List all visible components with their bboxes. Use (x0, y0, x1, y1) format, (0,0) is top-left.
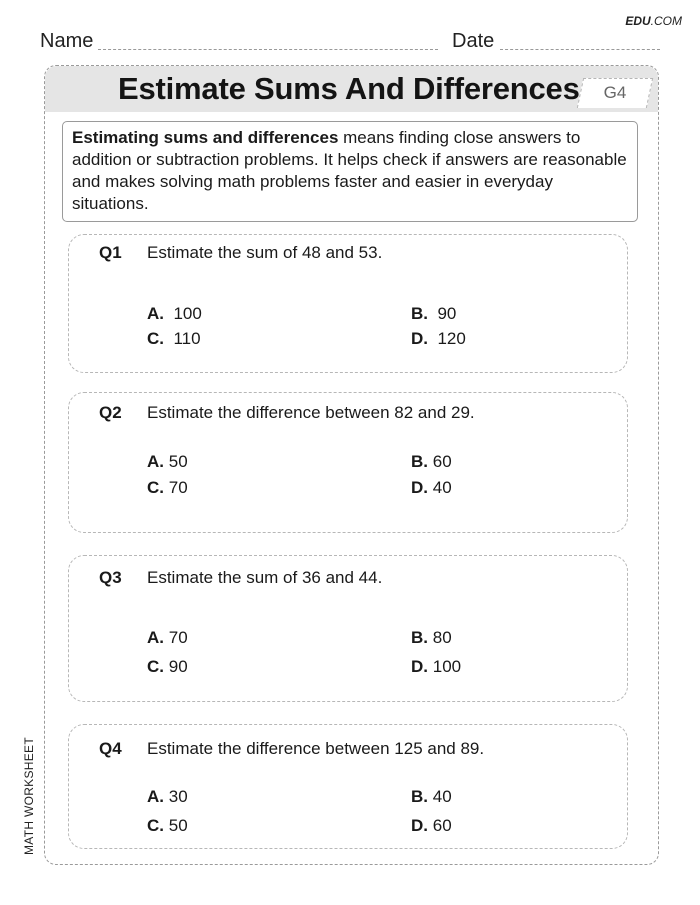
option-b[interactable]: B. 60 (411, 452, 452, 471)
option-d[interactable]: D. 40 (411, 478, 452, 497)
date-line (500, 49, 660, 50)
option-d[interactable]: D. 100 (411, 657, 462, 676)
worksheet-frame (44, 65, 659, 865)
question-card-2 (68, 392, 628, 533)
option-c[interactable]: C. 90 (147, 657, 188, 676)
brand-logo-bold: EDU (625, 14, 651, 28)
page-title: Estimate Sums And Differences (118, 71, 580, 106)
side-label: MATH WORKSHEET (22, 737, 36, 855)
name-line (98, 49, 438, 50)
question-card-4 (68, 724, 628, 849)
option-b[interactable]: B. 90 (411, 304, 457, 323)
question-number: Q1 (99, 243, 122, 262)
option-b[interactable]: B. 40 (411, 787, 452, 806)
question-card-3 (68, 555, 628, 702)
brand-logo-suffix: .COM (650, 14, 682, 28)
option-a[interactable]: A. 50 (147, 452, 188, 471)
option-c[interactable]: C. 70 (147, 478, 188, 497)
title-bar (45, 66, 658, 112)
brand-logo (625, 14, 682, 28)
date-label: Date (452, 30, 495, 52)
option-a[interactable]: A. 100 (147, 304, 202, 323)
option-d[interactable]: D. 120 (411, 329, 466, 348)
intro-bold: Estimating sums and differences (72, 128, 339, 147)
option-a[interactable]: A. 30 (147, 787, 188, 806)
option-b[interactable]: B. 80 (411, 628, 452, 647)
question-text: Estimate the sum of 48 and 53. (147, 243, 383, 262)
grade-tab (577, 78, 653, 108)
grade-label: G4 (603, 83, 627, 102)
intro-box (62, 121, 638, 222)
name-date-row (40, 30, 660, 54)
question-number: Q3 (99, 568, 122, 587)
question-card-1 (68, 234, 628, 373)
question-number: Q4 (99, 739, 122, 758)
option-d[interactable]: D. 60 (411, 816, 452, 835)
option-c[interactable]: C. 50 (147, 816, 188, 835)
question-number: Q2 (99, 403, 122, 422)
question-text: Estimate the sum of 36 and 44. (147, 568, 383, 587)
intro-text: means finding close answers to addition or subtraction problems. It helps check if answers are reasonable and makes solving math problems faster and easier in everyday situations. (72, 128, 627, 213)
option-c[interactable]: C. 110 (147, 329, 201, 348)
option-a[interactable]: A. 70 (147, 628, 188, 647)
name-label: Name (40, 30, 94, 52)
question-text: Estimate the difference between 82 and 29. (147, 403, 475, 422)
question-text: Estimate the difference between 125 and 89. (147, 739, 485, 758)
